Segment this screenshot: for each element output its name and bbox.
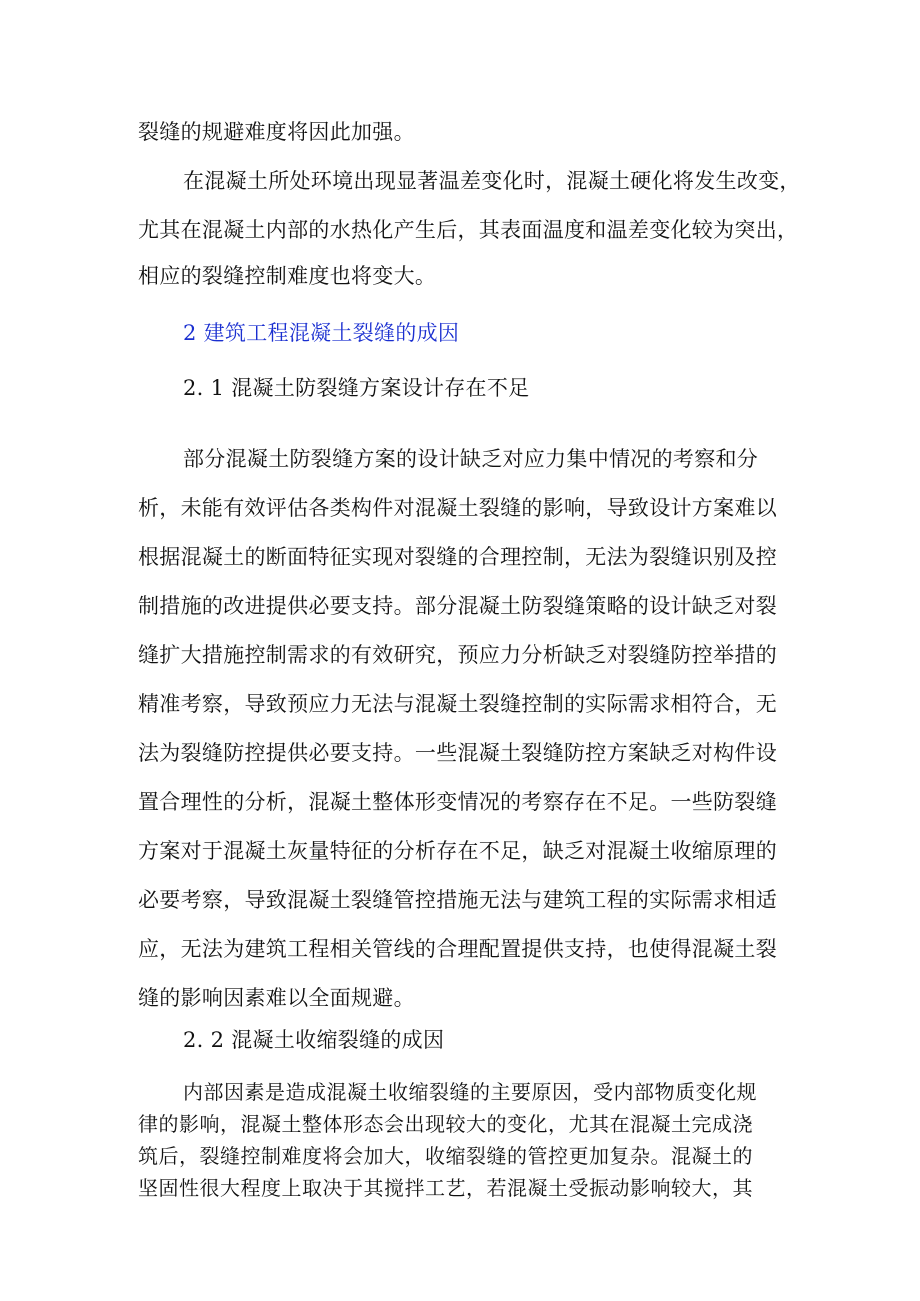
paragraph-line: 缝的影响因素难以全面规避。 [138,986,415,1010]
paragraph-line: 律的影响，混凝土整体形态会出现较大的变化，尤其在混凝土完成浇 [138,1112,753,1136]
paragraph-line: 裂缝的规避难度将因此加强。 [138,120,415,144]
subsection-heading: 2. 2 混凝土收缩裂缝的成因 [183,1028,445,1052]
paragraph-line: 在混凝土所处环境出现显著温差变化时，混凝土硬化将发生改变， [183,169,801,193]
paragraph-line: 内部因素是造成混凝土收缩裂缝的主要原因，受内部物质变化规 [183,1080,757,1104]
paragraph-line: 制措施的改进提供必要支持。部分混凝土防裂缝策略的设计缺乏对裂 [138,594,777,618]
paragraph-line: 部分混凝土防裂缝方案的设计缺乏对应力集中情况的考察和分 [183,447,759,471]
paragraph-line: 必要考察，导致混凝土裂缝管控措施无法与建筑工程的实际需求相适 [138,888,777,912]
paragraph-line: 筑后，裂缝控制难度将会加大，收缩裂缝的管控更加复杂。混凝土的 [138,1144,753,1168]
section-heading: 2 建筑工程混凝土裂缝的成因 [183,321,460,345]
paragraph-line: 析，未能有效评估各类构件对混凝土裂缝的影响，导致设计方案难以 [138,496,777,520]
paragraph-line: 法为裂缝防控提供必要支持。一些混凝土裂缝防控方案缺乏对构件设 [138,741,777,765]
paragraph-line: 缝扩大措施控制需求的有效研究，预应力分析缺乏对裂缝防控举措的 [138,643,777,667]
paragraph-line: 相应的裂缝控制难度也将变大。 [138,264,437,288]
paragraph-line: 置合理性的分析，混凝土整体形变情况的考察存在不足。一些防裂缝 [138,790,777,814]
subsection-heading: 2. 1 混凝土防裂缝方案设计存在不足 [183,376,530,400]
paragraph-line: 根据混凝土的断面特征实现对裂缝的合理控制，无法为裂缝识别及控 [138,545,777,569]
paragraph-line: 坚固性很大程度上取决于其搅拌工艺，若混凝土受振动影响较大，其 [138,1176,753,1200]
paragraph-line: 尤其在混凝土内部的水热化产生后，其表面温度和温差变化较为突出， [138,218,799,242]
paragraph-line: 应，无法为建筑工程相关管线的合理配置提供支持，也使得混凝土裂 [138,937,777,961]
paragraph-line: 精准考察，导致预应力无法与混凝土裂缝控制的实际需求相符合，无 [138,692,777,716]
paragraph-line: 方案对于混凝土灰量特征的分析存在不足，缺乏对混凝土收缩原理的 [138,839,777,863]
